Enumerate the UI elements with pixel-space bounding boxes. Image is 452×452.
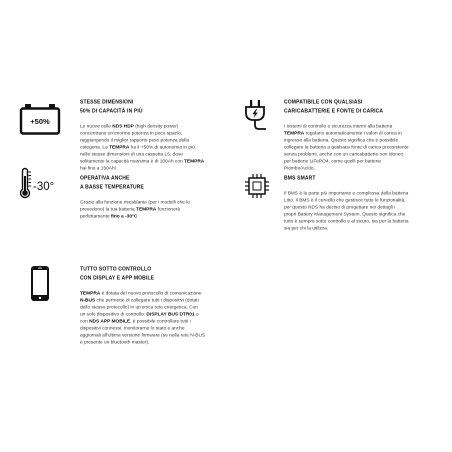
text-run: Piombo/Acido. bbox=[284, 165, 315, 171]
feature-description bbox=[80, 123, 228, 172]
body-line bbox=[80, 123, 228, 130]
text-run: per batterie LiFePO4, come quelli per batterie bbox=[284, 158, 382, 164]
bold-text-run: TEMPRA bbox=[136, 206, 157, 212]
feature-subtitle: 50% DI CAPACITÀ IN PIÙ bbox=[80, 108, 143, 114]
text-run: aggiornali all'ultima versione firmware (se nella rete N-BUS bbox=[80, 332, 206, 338]
text-run: sia per chi la utilizza. bbox=[284, 225, 329, 231]
body-line bbox=[284, 130, 444, 137]
body-line bbox=[284, 151, 444, 158]
body-line bbox=[80, 144, 228, 151]
text-run: I sistemi di controllo e sicurezza interni alla batteria bbox=[284, 123, 393, 129]
text-run: o bbox=[194, 311, 199, 317]
bold-text-run: DISPLAY BUS DTR01 bbox=[146, 311, 195, 317]
text-run: è presente un bluetooth master). bbox=[80, 339, 150, 345]
body-line bbox=[284, 158, 444, 165]
smartphone-icon bbox=[30, 265, 50, 302]
thermometer-icon-label: -30° bbox=[33, 181, 55, 193]
feature-low-temperature bbox=[80, 174, 228, 220]
body-line bbox=[80, 165, 228, 172]
feature-title: STESSE DIMENSIONI bbox=[80, 99, 134, 105]
feature-same-dimensions bbox=[80, 98, 228, 172]
feature-subtitle: A BASSE TEMPERATURE bbox=[80, 184, 144, 190]
body-line bbox=[284, 204, 444, 211]
text-run: con bbox=[80, 318, 90, 324]
feature-title: COMPATIBILE CON QUALSIASI bbox=[284, 99, 363, 105]
body-line bbox=[284, 197, 444, 204]
feature-description bbox=[80, 290, 228, 346]
body-line bbox=[80, 151, 228, 158]
text-run: ha il +50% di autonomia in più, bbox=[129, 144, 197, 150]
text-run: (high density power) bbox=[133, 123, 179, 129]
body-line bbox=[284, 137, 444, 144]
chip-icon bbox=[244, 173, 270, 199]
bold-text-run: NDS HDP bbox=[112, 123, 134, 129]
body-line bbox=[80, 304, 228, 311]
text-run: nelle stesse dimensioni di una cassetta L5; dove bbox=[80, 151, 183, 157]
text-run: perfettamente bbox=[80, 213, 111, 219]
feature-title: TUTTO SOTTO CONTROLLO bbox=[80, 266, 152, 272]
battery-icon bbox=[19, 102, 61, 136]
text-run: collegare la batteria a qualsiasi fonte di carica preesistente bbox=[284, 144, 409, 150]
text-run: regolano automaticamente i valori di carica in bbox=[304, 130, 402, 136]
body-line bbox=[80, 130, 228, 137]
text-run: raggiungendo il miglior rapporto peso potenza della bbox=[80, 137, 190, 143]
text-run: Litio. Il BMS è il cervello che gestisce tutte le funzionalità, bbox=[284, 197, 406, 203]
bold-text-run: N-BUS bbox=[80, 297, 96, 303]
battery-icon-label: +50% bbox=[30, 117, 50, 126]
text-run: ingresso alla batteria. Questo significa che è possibile bbox=[284, 137, 399, 143]
body-line bbox=[80, 137, 228, 144]
feature-charger-compatibility bbox=[284, 98, 444, 172]
body-line bbox=[80, 158, 228, 165]
bold-text-run: TEMPRA bbox=[80, 290, 101, 296]
text-run: concentrano un'enorme potenza in poco spazio, bbox=[80, 130, 182, 136]
text-run: Grazie alla funzione riscaldante (per i modelli che lo bbox=[80, 199, 190, 205]
body-line bbox=[80, 339, 228, 346]
text-run: propri Battery Management System. Questo significa che bbox=[284, 211, 406, 217]
feature-description bbox=[80, 199, 228, 220]
bold-text-run: TEMPRA bbox=[109, 144, 130, 150]
body-line bbox=[80, 199, 228, 206]
text-run: che permette di collegare tutti i dispositivi (dotati bbox=[95, 297, 199, 303]
text-run: hai fino a 150Ah! bbox=[80, 165, 117, 171]
body-line bbox=[284, 218, 444, 225]
text-run: un solo dispositivo di controllo: bbox=[80, 311, 147, 317]
text-run: Le nuove celle bbox=[80, 123, 113, 129]
text-run: prevedono) la tua batteria bbox=[80, 206, 137, 212]
text-run: è dotata del nuovo protocollo di comunicazione bbox=[100, 290, 202, 296]
body-line bbox=[80, 311, 228, 318]
body-line bbox=[80, 332, 228, 339]
text-run: categoria. La bbox=[80, 144, 110, 150]
feature-display-app bbox=[80, 265, 228, 346]
feature-title: OPERATIVA ANCHE bbox=[80, 175, 130, 181]
text-run: senza problemi, anche con un caricabatterie non idoneo bbox=[284, 151, 404, 157]
body-line bbox=[284, 123, 444, 130]
text-run: Il BMS è la parte più importante e complessa della batteria bbox=[284, 190, 409, 196]
text-run: dispositivi connessi, monitorarne lo stato e anche bbox=[80, 325, 185, 331]
body-line bbox=[80, 325, 228, 332]
text-run: tutto è sempre sotto controllo e al sicuro, sia per la batteria bbox=[284, 218, 409, 224]
plug-icon bbox=[242, 99, 268, 131]
text-run: solitamente la capacità massima è di 100Ah con bbox=[80, 158, 184, 164]
bold-text-run: TEMPRA bbox=[183, 158, 205, 164]
text-run: per questo NDS ha deciso di progettare nei dettagli i bbox=[284, 204, 396, 210]
body-line bbox=[80, 213, 228, 220]
feature-description bbox=[284, 190, 444, 232]
feature-title: BMS SMART bbox=[284, 175, 316, 181]
body-line bbox=[284, 165, 444, 172]
body-line bbox=[284, 211, 444, 218]
bold-text-run: TEMPRA bbox=[284, 130, 305, 136]
feature-bms-smart bbox=[284, 174, 444, 232]
bold-text-run: fino a -30°C bbox=[110, 213, 138, 219]
text-run: , è possibile controllare tutti i bbox=[130, 318, 191, 324]
body-line bbox=[284, 225, 444, 232]
body-line bbox=[80, 206, 228, 213]
text-run: dello stesso protocollo) in un'unica rete energetica. Con bbox=[80, 304, 198, 310]
feature-description bbox=[284, 123, 444, 172]
body-line bbox=[80, 297, 228, 304]
feature-subtitle: CARICABATTERIE E FONTE DI CARICA bbox=[284, 108, 384, 114]
feature-subtitle: CON DISPLAY E APP MOBILE bbox=[80, 275, 155, 281]
text-run: funzionerà bbox=[156, 206, 180, 212]
body-line bbox=[284, 144, 444, 151]
bold-text-run: NDS APP MOBILE bbox=[89, 318, 131, 324]
body-line bbox=[80, 318, 228, 325]
body-line bbox=[284, 190, 444, 197]
body-line bbox=[80, 290, 228, 297]
thermometer-icon bbox=[18, 167, 60, 199]
